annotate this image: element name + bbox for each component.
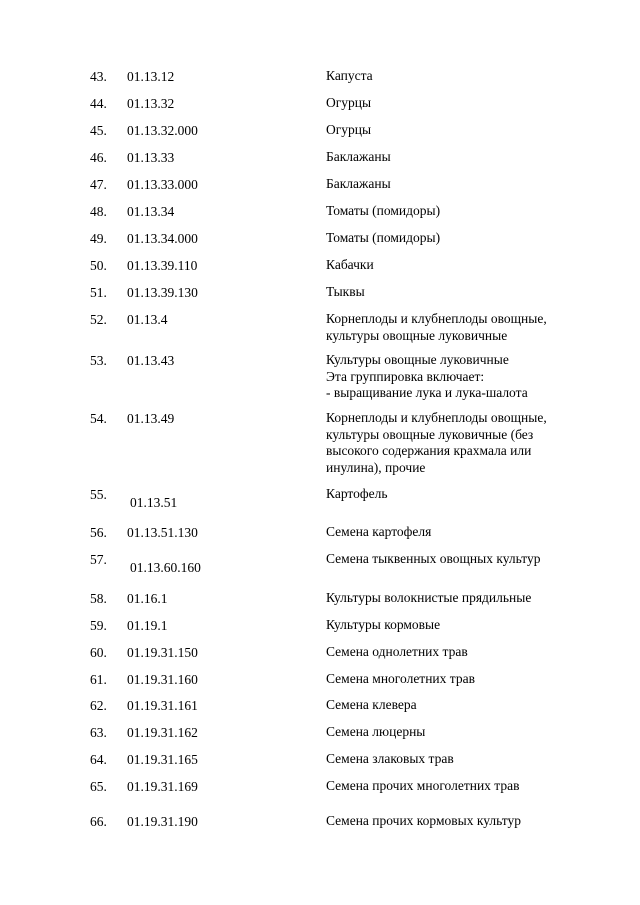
row-name bbox=[326, 95, 576, 112]
row-code: 01.13.60.160 bbox=[130, 560, 201, 575]
row-code: 01.19.1 bbox=[127, 618, 168, 633]
row-number: 46. bbox=[90, 150, 107, 165]
row-number: 60. bbox=[90, 645, 107, 660]
row-number: 43. bbox=[90, 69, 107, 84]
row-name bbox=[326, 671, 576, 688]
row-number: 48. bbox=[90, 204, 107, 219]
row-name-line: Томаты (помидоры) bbox=[326, 203, 441, 218]
row-number: 57. bbox=[90, 552, 107, 567]
row-number: 63. bbox=[90, 725, 107, 740]
row-name-line: культуры овощные луковичные bbox=[326, 327, 508, 343]
row-name-line: Культуры волокнистые прядильные bbox=[326, 590, 532, 605]
row-name-line: Семена тыквенных овощных культур bbox=[326, 551, 541, 566]
row-name bbox=[326, 486, 576, 503]
row-name bbox=[326, 724, 576, 741]
row-name-line: Культуры кормовые bbox=[326, 617, 441, 632]
row-name bbox=[326, 230, 576, 247]
row-number: 59. bbox=[90, 618, 107, 633]
row-code: 01.13.51.130 bbox=[127, 525, 198, 540]
row-name-line: Огурцы bbox=[326, 95, 372, 110]
row-number: 65. bbox=[90, 779, 107, 794]
row-code: 01.13.33.000 bbox=[127, 177, 198, 192]
row-number: 51. bbox=[90, 285, 107, 300]
row-number: 64. bbox=[90, 752, 107, 767]
row-code: 01.13.39.130 bbox=[127, 285, 198, 300]
row-name-line: Семена картофеля bbox=[326, 524, 432, 539]
row-name-line: Эта группировка включает: bbox=[326, 368, 485, 384]
row-name-line: Семена многолетних трав bbox=[326, 671, 475, 686]
row-name-line: Баклажаны bbox=[326, 176, 391, 191]
row-name bbox=[326, 352, 576, 402]
row-number: 66. bbox=[90, 814, 107, 829]
row-name bbox=[326, 524, 576, 541]
row-code: 01.13.39.110 bbox=[127, 258, 198, 273]
row-number: 55. bbox=[90, 487, 107, 502]
row-name-line: Томаты (помидоры) bbox=[326, 230, 441, 245]
row-number: 47. bbox=[90, 177, 107, 192]
row-name bbox=[326, 203, 576, 220]
row-name bbox=[326, 311, 576, 344]
row-name bbox=[326, 410, 576, 476]
row-code: 01.13.49 bbox=[127, 411, 175, 426]
row-name-line: - выращивание лука и лука-шалота bbox=[326, 385, 528, 401]
row-code: 01.13.32 bbox=[127, 96, 175, 111]
row-code: 01.19.31.161 bbox=[127, 698, 198, 713]
row-name-line: культуры овощные луковичные (без bbox=[326, 426, 534, 442]
row-number: 54. bbox=[90, 411, 107, 426]
row-number: 44. bbox=[90, 96, 107, 111]
row-code: 01.19.31.150 bbox=[127, 645, 198, 660]
row-code: 01.13.51 bbox=[130, 495, 178, 510]
row-number: 49. bbox=[90, 231, 107, 246]
row-name bbox=[326, 176, 576, 193]
row-code: 01.19.31.160 bbox=[127, 672, 198, 687]
row-name bbox=[326, 284, 576, 301]
row-name-line: Тыквы bbox=[326, 284, 365, 299]
row-name-line: Баклажаны bbox=[326, 149, 391, 164]
row-code: 01.13.12 bbox=[127, 69, 175, 84]
row-code: 01.19.31.162 bbox=[127, 725, 198, 740]
row-name bbox=[326, 257, 576, 274]
row-number: 62. bbox=[90, 698, 107, 713]
row-name-line: Культуры овощные луковичные bbox=[326, 352, 509, 367]
row-code: 01.13.4 bbox=[127, 312, 168, 327]
row-name-line: Огурцы bbox=[326, 122, 372, 137]
row-name bbox=[326, 590, 576, 607]
row-name-line: Семена люцерны bbox=[326, 724, 426, 739]
row-code: 01.13.34 bbox=[127, 204, 175, 219]
row-name-line: Семена однолетних трав bbox=[326, 644, 468, 659]
row-name bbox=[326, 122, 576, 139]
row-name-line: Семена клевера bbox=[326, 697, 417, 712]
row-name-line: Капуста bbox=[326, 68, 373, 83]
row-number: 58. bbox=[90, 591, 107, 606]
row-name bbox=[326, 778, 576, 795]
row-name-line: Корнеплоды и клубнеплоды овощные, bbox=[326, 311, 547, 326]
row-name bbox=[326, 551, 576, 568]
row-name bbox=[326, 751, 576, 768]
row-code: 01.19.31.169 bbox=[127, 779, 198, 794]
row-name-line: Корнеплоды и клубнеплоды овощные, bbox=[326, 410, 547, 425]
row-name-line: Картофель bbox=[326, 486, 388, 501]
row-code: 01.19.31.190 bbox=[127, 814, 198, 829]
row-number: 56. bbox=[90, 525, 107, 540]
row-code: 01.16.1 bbox=[127, 591, 168, 606]
row-name-line: Кабачки bbox=[326, 257, 374, 272]
row-number: 50. bbox=[90, 258, 107, 273]
row-name-line: Семена злаковых трав bbox=[326, 751, 454, 766]
row-name bbox=[326, 813, 576, 830]
row-name-line: высокого содержания крахмала или bbox=[326, 443, 532, 459]
row-number: 52. bbox=[90, 312, 107, 327]
row-name-line: Семена прочих многолетних трав bbox=[326, 778, 520, 793]
row-name bbox=[326, 697, 576, 714]
row-name bbox=[326, 617, 576, 634]
row-name-line: инулина), прочие bbox=[326, 459, 426, 475]
row-code: 01.13.43 bbox=[127, 353, 175, 368]
row-number: 61. bbox=[90, 672, 107, 687]
row-name-line: Семена прочих кормовых культур bbox=[326, 813, 521, 828]
row-number: 45. bbox=[90, 123, 107, 138]
row-name bbox=[326, 149, 576, 166]
row-number: 53. bbox=[90, 353, 107, 368]
row-code: 01.13.32.000 bbox=[127, 123, 198, 138]
row-name bbox=[326, 644, 576, 661]
row-name bbox=[326, 68, 576, 85]
row-code: 01.13.34.000 bbox=[127, 231, 198, 246]
row-code: 01.19.31.165 bbox=[127, 752, 198, 767]
row-code: 01.13.33 bbox=[127, 150, 175, 165]
